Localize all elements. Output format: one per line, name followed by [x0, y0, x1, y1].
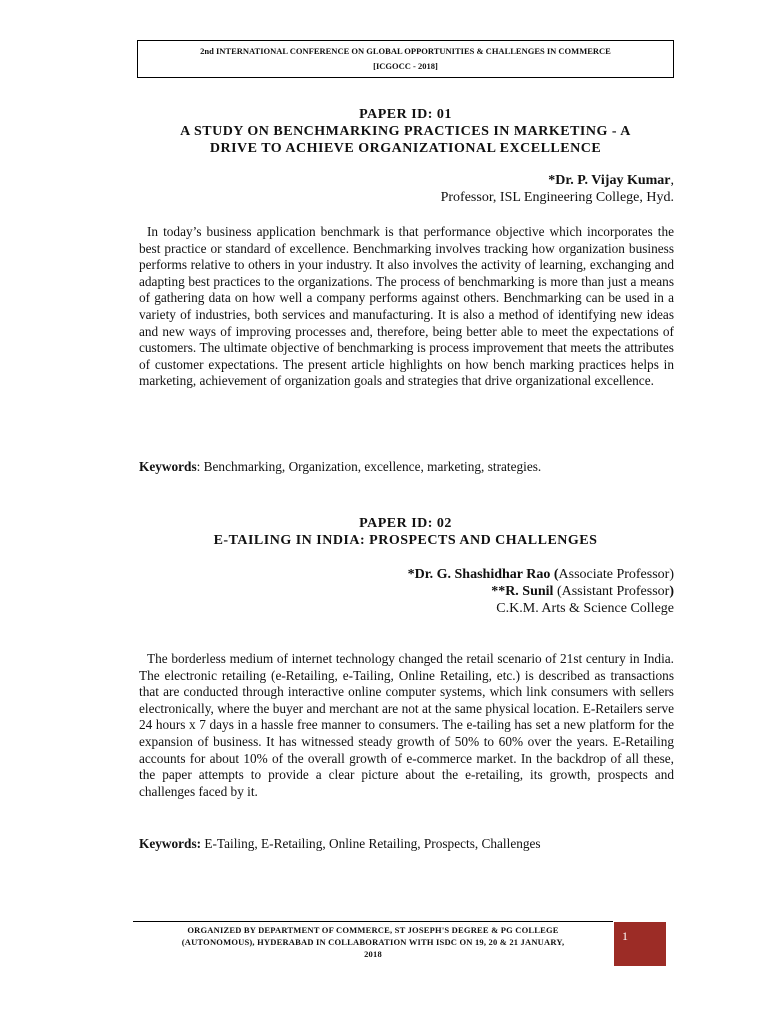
footer-line1: ORGANIZED BY DEPARTMENT OF COMMERCE, ST JOSEPH'S DEGREE & PG COLLEGE — [187, 925, 559, 935]
conference-code: [ICGOCC - 2018] — [373, 61, 438, 71]
paper1-title-line2: DRIVE TO ACHIEVE ORGANIZATIONAL EXCELLENCE — [209, 141, 602, 156]
paper2-abstract: The borderless medium of internet technology changed the retail scenario of 21st century in India. The electronic retailing (e-Retailing, e-Tailing, Online Retailing, etc.) is described as transactions that are conducted through interactive online computer systems, which link consumers with sellers electronically, where the buyer and merchant are not at the same physical location. E-Retailers serve 24 hours x 7 days in a hassle free manner to consumers. The e-tailing has set a new platform for the expansion of business. It has witnessed steady growth of 50% to 60% over the years. E-Retailing accounts for about 10% of the overall growth of e-commerce market. In the backdrop of all these, the paper attempts to provide a clear picture about the e-retailing, its growth, prospects and challenges faced by it. — [139, 651, 674, 799]
paper1-keywords-text: : Benchmarking, Organization, excellence, marketing, strategies. — [196, 459, 542, 474]
paper1-abstract: In today’s business application benchmark is that performance objective which incorporates the best practice or standard of excellence. Benchmarking involves tracking how organization business performs relative to others in your industry. It also involves the activity of learning, exchanging and adapting best practices to the organizations. The process of benchmarking is more than just a means of gathering data on how well a company performs against others. Benchmarking can be used in a variety of industries, both services and manufacturing. It is also a method of identifying new ideas and new ways of improving processes and, therefore, being better able to meet the expectations of customers. The ultimate objective of benchmarking is process improvement that meets the attributes of customer expectations. The present article highlights on how bench marking practices helps in marketing, achievement of organization goals and strategies that drive organizational excellence. — [139, 224, 674, 389]
paper1-keywords — [139, 458, 674, 475]
paper2-authors — [300, 566, 674, 617]
paper2-affiliation: C.K.M. Arts & Science College — [496, 601, 674, 616]
conference-title: 2nd INTERNATIONAL CONFERENCE ON GLOBAL OPPORTUNITIES & CHALLENGES IN COMMERCE — [200, 46, 611, 56]
paper2-author2-close: ) — [669, 584, 674, 599]
paper2-author1 — [300, 566, 674, 583]
paper2-author2-role: (Assistant Professor — [553, 584, 670, 599]
footer-line2: (AUTONOMOUS), HYDERABAD IN COLLABORATION WITH ISDC ON 19, 20 & 21 JANUARY, — [181, 937, 565, 947]
footer-divider — [133, 921, 613, 922]
paper2-title: E-TAILING IN INDIA: PROSPECTS AND CHALLENGES — [213, 533, 598, 548]
footer-line3: 2018 — [364, 949, 382, 959]
paper1-author-line: *Dr. P. Vijay Kumar, — [548, 173, 674, 188]
paper1-author-affiliation: Professor, ISL Engineering College, Hyd. — [440, 190, 674, 205]
paper2-keywords-label: Keywords: — [139, 836, 202, 851]
footer — [133, 924, 613, 960]
paper1-title — [137, 123, 674, 157]
paper1-title-line1: A STUDY ON BENCHMARKING PRACTICES IN MARKETING - A — [180, 124, 631, 139]
paper2-author2 — [300, 583, 674, 600]
paper2-author2-name: **R. Sunil — [491, 584, 554, 599]
paper2-id: PAPER ID: 02 — [359, 516, 452, 531]
paper1-author-name: *Dr. P. Vijay Kumar — [548, 173, 671, 188]
paper1-authors — [300, 172, 674, 206]
page-number: 1 — [614, 922, 666, 966]
paper2-keywords — [139, 835, 674, 852]
conference-header — [137, 40, 674, 78]
paper1-id: PAPER ID: 01 — [359, 107, 452, 122]
paper2-author1-role: Associate Professor) — [558, 567, 674, 582]
paper1-keywords-label: Keywords — [139, 459, 197, 474]
paper2-keywords-text: E-Tailing, E-Retailing, Online Retailing, Prospects, Challenges — [201, 836, 541, 851]
paper2-author1-name: *Dr. G. Shashidhar Rao ( — [407, 567, 559, 582]
